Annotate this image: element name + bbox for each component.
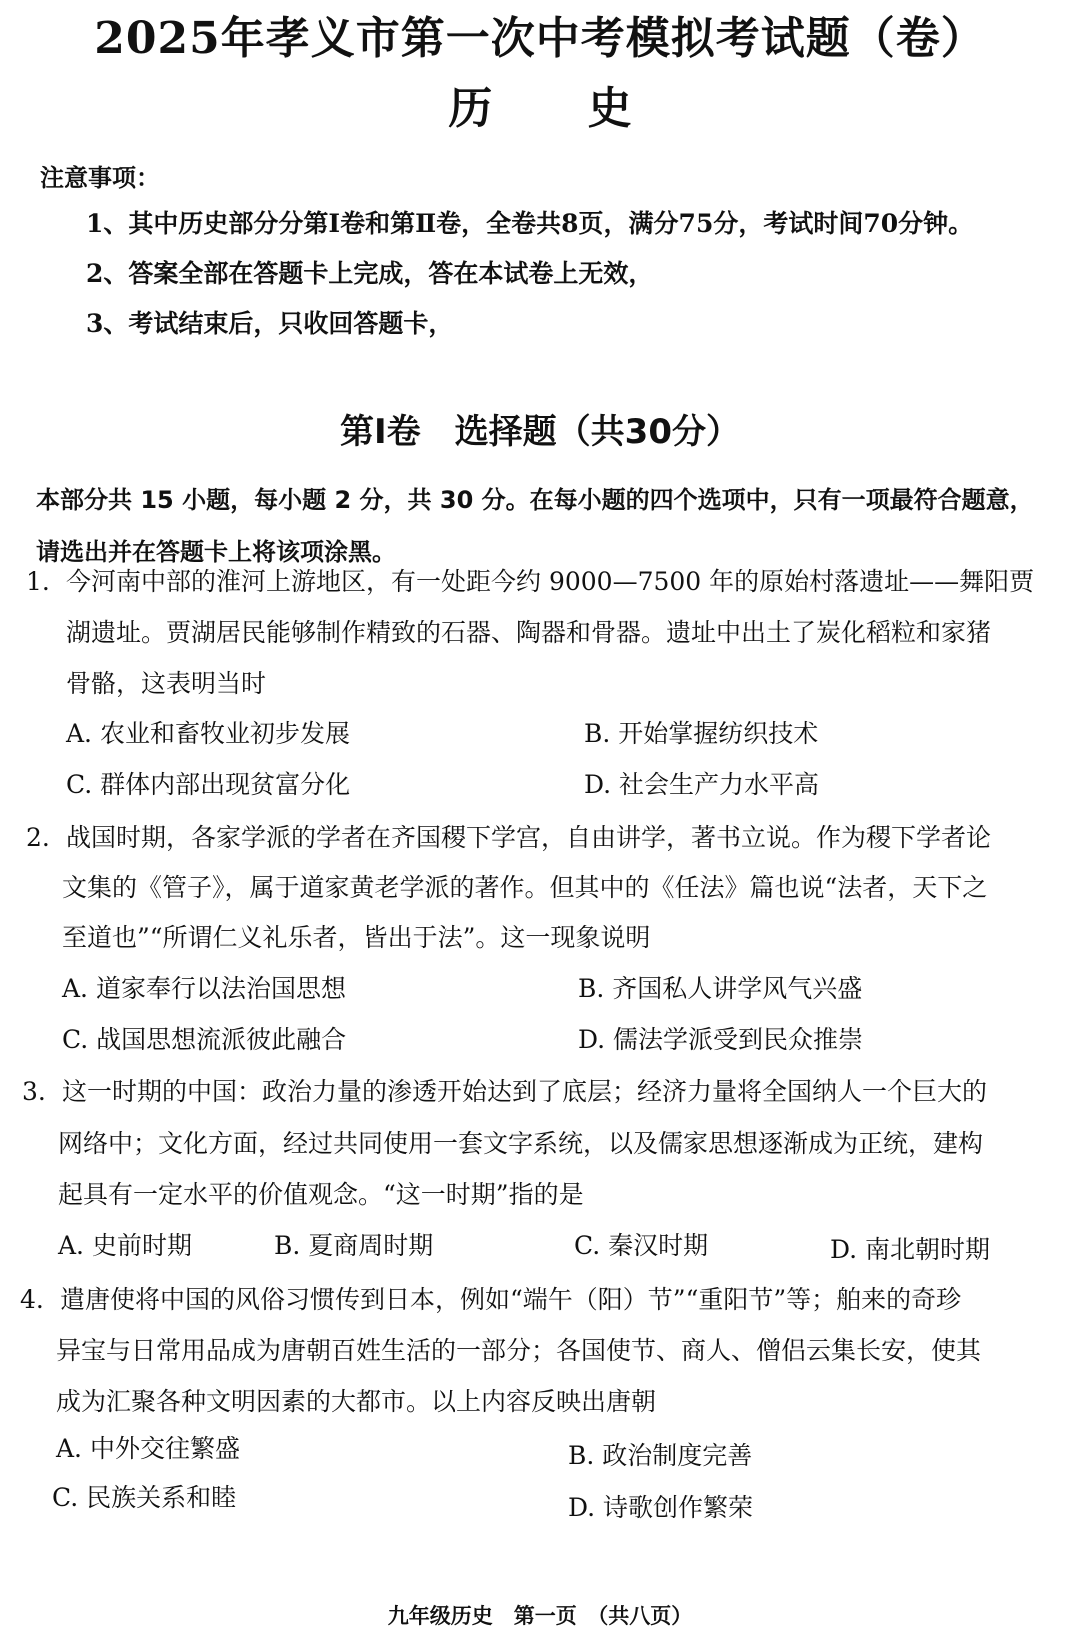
question-1-option-a[interactable]: A. 农业和畜牧业初步发展 <box>66 719 350 748</box>
question-1-number: 1. <box>26 567 50 596</box>
question-4-option-d[interactable]: D. 诗歌创作繁荣 <box>568 1493 754 1522</box>
question-3-option-a[interactable]: A. 史前时期 <box>58 1231 192 1260</box>
section-intro-line-1: 本部分共 15 小题，每小题 2 分，共 30 分。在每小题的四个选项中，只有一项最符合题意， <box>36 486 1034 514</box>
question-1-option-c[interactable]: C. 群体内部出现贫富分化 <box>66 770 351 799</box>
question-2-option-c[interactable]: C. 战国思想流派彼此融合 <box>62 1025 347 1054</box>
notice-item-1: 1、其中历史部分分第Ⅰ卷和第Ⅱ卷，全卷共8页，满分75分，考试时间70分钟。 <box>86 209 974 238</box>
question-4-line-3: 成为汇聚各种文明因素的大都市。以上内容反映出唐朝 <box>56 1387 657 1416</box>
question-3-number: 3. <box>22 1077 46 1106</box>
notice-item-3: 3、考试结束后，只收回答题卡， <box>86 309 454 338</box>
question-3-option-b[interactable]: B. 夏商周时期 <box>274 1231 434 1260</box>
question-3-line-3: 起具有一定水平的价值观念。“这一时期”指的是 <box>58 1180 584 1209</box>
question-1-option-b[interactable]: B. 开始掌握纺织技术 <box>584 719 819 748</box>
question-1-option-d[interactable]: D. 社会生产力水平高 <box>584 770 820 799</box>
question-4-option-c[interactable]: C. 民族关系和睦 <box>52 1483 237 1512</box>
question-2-number: 2. <box>26 823 50 852</box>
question-2-line-2: 文集的《管子》，属于道家黄老学派的著作。但其中的《任法》篇也说“法者，天下之 <box>62 873 988 902</box>
question-1-line-3: 骨骼，这表明当时 <box>66 669 267 698</box>
subject-title: 历 史 <box>448 83 672 134</box>
question-4-option-a[interactable]: A. 中外交往繁盛 <box>56 1434 240 1463</box>
question-2-option-a[interactable]: A. 道家奉行以法治国思想 <box>62 974 346 1003</box>
question-1-line-2: 湖遗址。贾湖居民能够制作精致的石器、陶器和骨器。遗址中出土了炭化稻粒和家猪 <box>66 618 992 647</box>
question-2-line-1: 2. 战国时期，各家学派的学者在齐国稷下学宫，自由讲学，著书立说。作为稷下学者论 <box>26 823 992 852</box>
question-1-line-1: 1. 今河南中部的淮河上游地区，有一处距今约 9000—7500 年的原始村落遗址——舞阳贾 <box>26 567 1035 596</box>
question-2-line-3: 至道也”“所谓仁义礼乐者，皆出于法”。这一现象说明 <box>62 923 651 952</box>
question-3-option-c[interactable]: C. 秦汉时期 <box>574 1231 709 1260</box>
question-2-option-b[interactable]: B. 齐国私人讲学风气兴盛 <box>578 974 863 1003</box>
section-intro-line-2: 请选出并在答题卡上将该项涂黑。 <box>36 538 396 566</box>
page-footer: 九年级历史 第一页 （共八页） <box>387 1603 693 1628</box>
question-2-option-d[interactable]: D. 儒法学派受到民众推崇 <box>578 1025 864 1054</box>
question-3-option-d[interactable]: D. 南北朝时期 <box>830 1235 991 1264</box>
question-4-option-b[interactable]: B. 政治制度完善 <box>568 1441 753 1470</box>
question-4-number: 4. <box>20 1285 44 1314</box>
question-4-line-2: 异宝与日常用品成为唐朝百姓生活的一部分；各国使节、商人、僧侣云集长安，使其 <box>56 1336 982 1365</box>
exam-title: 2025年孝义市第一次中考模拟考试题（卷） <box>94 13 986 64</box>
notice-heading: 注意事项： <box>40 163 160 192</box>
question-3-line-1: 3. 这一时期的中国：政治力量的渗透开始达到了底层；经济力量将全国纳人一个巨大的 <box>22 1077 988 1106</box>
question-3-line-2: 网络中；文化方面，经过共同使用一套文字系统，以及儒家思想逐渐成为正统，建构 <box>58 1129 984 1158</box>
question-4-line-1: 4. 遣唐使将中国的风俗习惯传到日本，例如“端午（阳）节”“重阳节”等；舶来的奇珍 <box>20 1285 962 1314</box>
section-title: 第Ⅰ卷 选择题（共30分） <box>340 412 740 452</box>
notice-item-2: 2、答案全部在答题卡上完成，答在本试卷上无效， <box>86 259 654 288</box>
